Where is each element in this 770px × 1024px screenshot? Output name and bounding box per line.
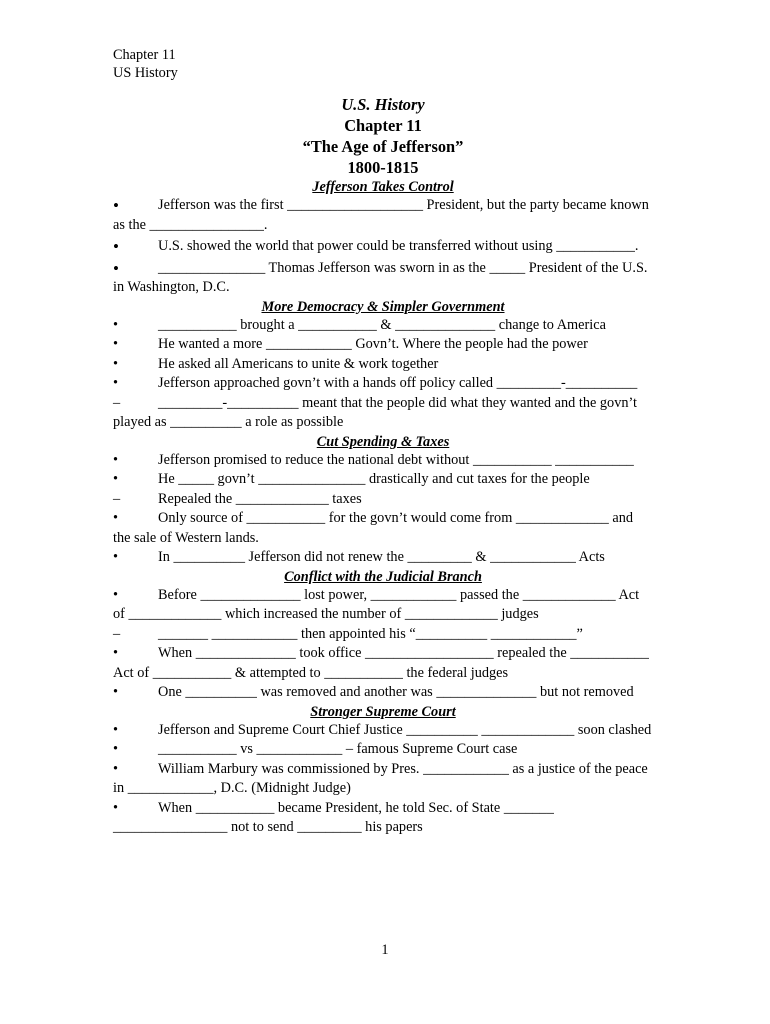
bullet-dot: • [113,237,119,256]
item-text: Jefferson and Supreme Court Chief Justice __________ _____________ soon clashed [158,721,652,738]
section-heading-jefferson-takes-control: Jefferson Takes Control [312,179,454,195]
list-item [113,548,653,568]
list-item [113,316,653,336]
bullet-dot: • [113,645,119,661]
list-item [113,625,653,645]
list-item [113,394,653,433]
title-chapter: Chapter 11 [344,116,422,135]
title-block [113,94,653,178]
bullet-dot: • [113,721,119,738]
section-heading-judicial-branch: Conflict with the Judicial Branch [284,568,482,585]
item-text: U.S. showed the world that power could be transferred without using ___________. [158,238,639,254]
list-item [113,196,653,235]
item-text: Before ______________ lost power, ____________ passed the _____________ Act of _____________ which increased the number of _____________ judges [113,586,640,622]
section-heading-cut-spending: Cut Spending & Taxes [316,433,450,450]
item-text: Jefferson was the first ___________________ President, but the party became known as the ________________. [113,197,649,233]
item-text: When ______________ took office __________________ repealed the ___________ Act of ___________ & attempted to ___________ the federal judges [113,645,649,681]
page-number: 1 [381,942,389,958]
document-page [113,46,653,838]
bullet-dash: – [113,394,121,411]
title-years: 1800-1815 [347,158,419,177]
list-item [113,683,653,703]
bullet-dot: • [113,471,119,487]
bullet-dot: • [113,741,119,757]
item-text: In __________ Jefferson did not renew the _________ & ____________ Acts [158,549,605,565]
bullet-dot: • [113,375,119,391]
bullet-dot: • [113,316,119,333]
item-text: _______________ Thomas Jefferson was sworn in as the _____ President of the U.S. in Washington, D.C. [113,259,648,295]
section-heading-more-democracy: More Democracy & Simpler Government [261,298,505,315]
list-item [113,451,653,471]
item-text: ___________ brought a ___________ & ______________ change to America [158,316,606,333]
bullet-dot: • [113,355,119,372]
list-item [113,586,653,625]
item-text: He wanted a more ____________ Govn’t. Where the people had the power [158,336,588,352]
list-item [113,470,653,490]
bullet-dot: • [113,549,119,565]
bullet-dot: • [113,799,119,816]
item-text: When ___________ became President, he told Sec. of State _______ ________________ not to send _________ his papers [113,799,554,835]
list-item [113,760,653,799]
bullet-dot: • [113,586,119,603]
item-text: Jefferson approached govn’t with a hands off policy called _________-__________ [158,375,638,391]
item-text: Repealed the _____________ taxes [158,490,362,507]
item-text: One __________ was removed and another was ______________ but not removed [158,684,634,700]
document-header [113,46,653,82]
bullet-dot: • [113,336,119,352]
list-item [113,509,653,548]
list-item [113,374,653,394]
bullet-dot: • [113,684,119,700]
bullet-dot: • [113,510,119,526]
list-item [113,644,653,683]
item-text: ___________ vs ____________ – famous Supreme Court case [158,741,518,757]
item-text: He asked all Americans to unite & work together [158,355,439,372]
bullet-dot: • [113,760,119,777]
list-item [113,740,653,760]
item-text: William Marbury was commissioned by Pres. ____________ as a justice of the peace in ____________, D.C. (Midnight Judge) [113,760,648,796]
item-text: _________-__________ meant that the people did what they wanted and the govn’t played as __________ a role as possible [113,394,637,430]
bullet-dash: – [113,490,121,507]
item-text: Jefferson promised to reduce the national debt without ___________ ___________ [158,451,634,468]
list-item [113,799,653,838]
title-course: U.S. History [341,95,425,114]
header-chapter: Chapter 11 [113,47,176,63]
item-text: He _____ govn’t _______________ drastically and cut taxes for the people [158,471,590,487]
list-item [113,490,653,510]
item-text: Only source of ___________ for the govn’t would come from _____________ and the sale of Western lands. [113,510,634,546]
header-course: US History [113,65,178,81]
bullet-dot: • [113,258,119,278]
list-item [113,237,653,257]
list-item [113,355,653,375]
bullet-dot: • [113,451,119,468]
list-item [113,335,653,355]
item-text: _______ ____________ then appointed his “__________ ____________” [158,625,583,642]
bullet-dash: – [113,625,121,642]
list-item [113,259,653,298]
list-item [113,721,653,741]
bullet-dot: • [113,196,119,215]
title-topic: “The Age of Jefferson” [302,137,464,156]
section-heading-supreme-court: Stronger Supreme Court [310,703,456,720]
